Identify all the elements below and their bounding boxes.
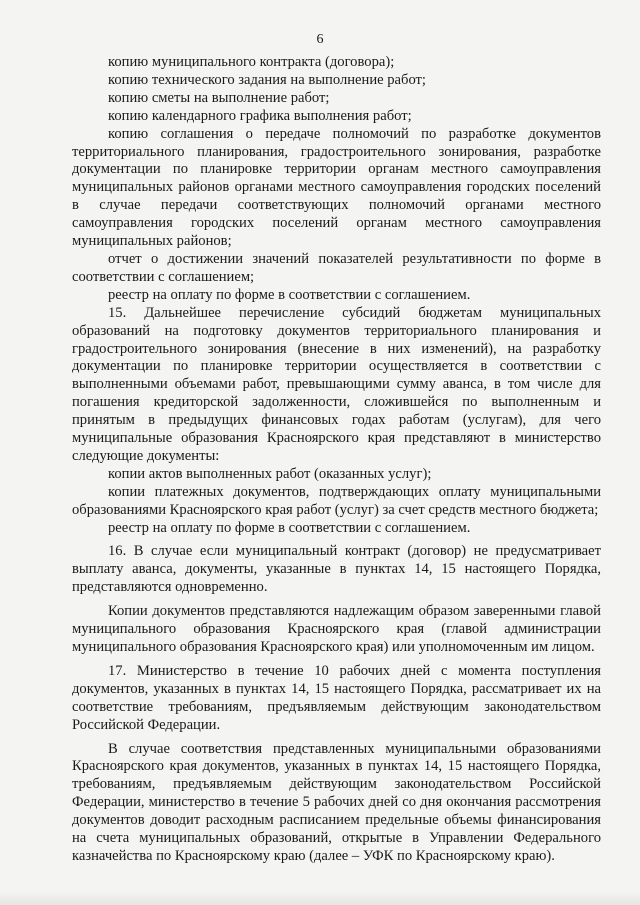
scan-edge-shadow [0,891,640,905]
list-item-technical-task-copy: копию технического задания на выполнение работ; [108,71,426,88]
list-item-payment-register-2: реестр на оплату по форме в соответствии с соглашением. [108,519,471,536]
list-item-acts-copy: копии актов выполненных работ (оказанных услуг); [108,465,432,482]
paragraph-copies-certification: Копии документов представляются надлежащим образом заверенными главой муниципального образования Красноярского края (главой администрации муниципального образования Красноярского края) или уполномоченным им лицом. [72,603,601,655]
page-number: 6 [316,32,324,47]
body-text [72,54,601,866]
list-item-schedule-copy: копию календарного графика выполнения работ; [108,107,412,124]
paragraph-16: 16. В случае если муниципальный контракт (договор) не предусматривает выплату аванса, документы, указанные в пунктах 14, 15 настоящего Порядка, представляются одновременно. [72,543,601,596]
list-item-payment-register: реестр на оплату по форме в соответствии с соглашением. [108,286,471,303]
paragraph-compliance-case: В случае соответствия представленных муниципальными образованиями Красноярского края документов, указанных в пунктах 14, 15 настоящего Порядка, требованиям, предъявляемым действующим законодательством Российской Федерации, министерство в течение 5 рабочих дней со дня окончания рассмотрения документов доводит расходным расписанием предельные объемы финансирования на счета муниципальных образований, открытые в Управлении Федерального казначейства по Красноярскому краю (далее – УФК по Красноярскому краю). [72,740,601,864]
list-item-agreement-copy: копию соглашения о передаче полномочий по разработке документов территориального планирования, градостроительного зонирования, разработке документации по планировке территории органам местного самоуправления муниципальных районов органами местного самоуправления городских поселений в случае передачи соответствующих полномочий органами местного самоуправления городских поселений органам местного самоуправления муниципальных районов; [72,125,601,250]
paragraph-17: 17. Министерство в течение 10 рабочих дней с момента поступления документов, указанных в пунктах 14, 15 настоящего Порядка, рассматривает их на соответствие требованиям, предъявляемым действующим законодательством Российской Федерации. [72,662,601,733]
list-item-contract-copy: копию муниципального контракта (договора); [108,54,395,70]
list-item-payment-docs-copy: копии платежных документов, подтверждающих оплату муниципальными образованиями Красноярского края работ (услуг) за счет средств местного бюджета; [72,483,601,518]
list-item-estimate-copy: копию сметы на выполнение работ; [108,89,330,106]
list-item-performance-report: отчет о достижении значений показателей результативности по форме в соответствии с соглашением; [72,250,601,285]
paragraph-15: 15. Дальнейшее перечисление субсидий бюджетам муниципальных образований на подготовку документов территориального планирования и градостроительного зонирования (внесение в них изменений), на разработку документации по планировке территории осуществляется в соответствии с выполненными объемами работ, превышающими сумму аванса, в том числе для погашения кредиторской задолженности, сложившейся по выполненным и принятым в предыдущих финансовых годах работам (услугам), для чего муниципальные образования Красноярского края представляют в министерство следующие документы: [72,304,601,464]
